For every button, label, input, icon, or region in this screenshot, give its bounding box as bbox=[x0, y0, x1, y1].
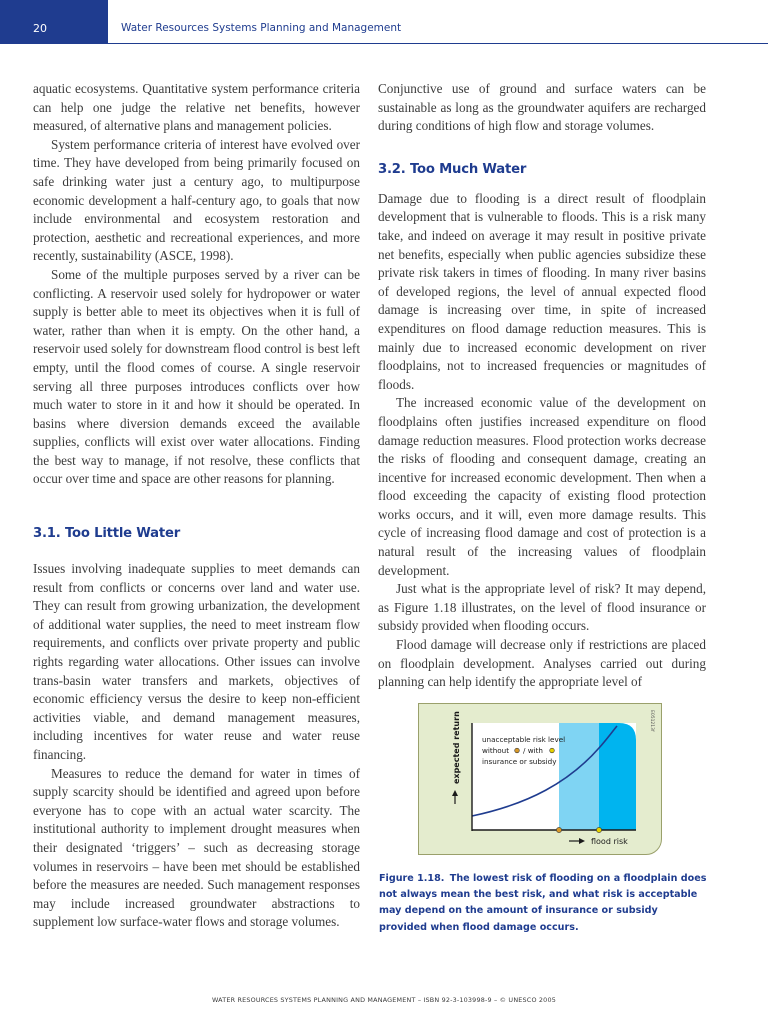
paragraph: Damage due to flooding is a direct result of floodplain development that is vulnerable to floods. This is a risk many take, and indeed on average it may result in positive private net benefits, especially when public agencies subsidize these private risk takers in times of flooding. In many river basins of developed regions, the level of annual expected flood damage is increasing over time, in spite of increased expenditures on flood damage reduction measures. This is mainly due to increased economic development on river floodplains, not to increased frequencies or magnitudes of floods. bbox=[378, 190, 706, 392]
page-number: 20 bbox=[33, 22, 47, 35]
paragraph: Conjunctive use of ground and surface waters can be sustainable as long as the groundwater aquifers are recharged during conditions of high flow and storage volumes. bbox=[378, 81, 706, 134]
legend-without: without bbox=[482, 746, 510, 755]
y-axis-label: expected return bbox=[452, 711, 461, 784]
figure-1-18 bbox=[418, 703, 662, 855]
paragraph: aquatic ecosystems. Quantitative system performance criteria can help one judge the relative net benefits, however measured, of alternative plans and management policies. bbox=[33, 81, 360, 134]
legend-line-3: insurance or subsidy bbox=[482, 757, 557, 766]
paragraph: Flood damage will decrease only if restrictions are placed on floodplain development. Analyses carried out during planning can help identify the appropriate level of bbox=[378, 637, 706, 690]
x-axis-label: flood risk bbox=[591, 837, 628, 846]
marker-with-insurance bbox=[596, 827, 601, 832]
figure-caption bbox=[379, 871, 709, 936]
figure-diagram bbox=[419, 704, 663, 856]
paragraph: Measures to reduce the demand for water in times of supply scarcity should be identified and agreed upon before everyone has to cope with an actual water scarcity. The institutional authority to implement drought measures when their designated ‘triggers’ – such as decreasing storage volumes in reservoirs – have been met should be established before the measures are needed. Such management responses may include increased groundwater abstractions to supplement low surface-water flows and storage volumes. bbox=[33, 765, 360, 930]
page-number-box bbox=[0, 0, 108, 44]
marker-without-insurance bbox=[556, 827, 561, 832]
paragraph: The increased economic value of the development on floodplains often justifies increased expenditure on flood damage reduction measures. Flood protection works decrease the risks of flooding and consequent damage, creating an incentive for increased economic development. Then when a flood exceeding the capacity of existing flood protection works occurs, and it will, even more damage results. This cycle of increasing flood damage and cost of protection is a natural result of the increasing values of floodplain development. bbox=[378, 395, 706, 578]
risk-band-with-insurance bbox=[599, 723, 636, 830]
paragraph: Issues involving inadequate supplies to meet demands can result from conflicts or concerns over land and water use. They can result from growing urbanization, the development of additional water supplies, the need to meet instream flow requirements, and conflicts over private property and public rights regarding water allocations. Other issues can involve trans-basin water transfers and markets, objectives of economic efficiency versus the desire to keep non-efficient activities viable, and demand management measures, including incentives for water reuse and water reuse financing. bbox=[33, 561, 360, 762]
running-header-title: Water Resources Systems Planning and Management bbox=[121, 22, 402, 34]
paragraph: System performance criteria of interest have evolved over time. They have developed from being primarily focused on safe drinking water just a century ago, to multipurpose economic development a half-century ago, to goals that now include environmental and ecosystem restoration and protection, aesthetic and recreational experiences, and more recently, sustainability (ASCE, 1998). bbox=[33, 136, 360, 264]
figure-caption-text: The lowest risk of flooding on a floodplain does not always mean the best risk, and what risk is acceptable may depend on the amount of insurance or subsidy provided when flood damage occurs. bbox=[379, 873, 707, 933]
legend-with: / with bbox=[523, 746, 543, 755]
x-axis-arrow-head bbox=[579, 838, 585, 844]
page-footer: WATER RESOURCES SYSTEMS PLANNING AND MANAGEMENT – ISBN 92-3-103998-9 – © UNESCO 2005 bbox=[212, 996, 556, 1004]
legend-marker-with bbox=[550, 748, 555, 753]
paragraph: Just what is the appropriate level of risk? It may depend, as Figure 1.18 illustrates, on the level of flood insurance or subsidy provided when flooding occurs. bbox=[378, 581, 706, 634]
right-column bbox=[378, 80, 706, 692]
section-heading-too-little-water: 3.1. Too Little Water bbox=[33, 526, 181, 542]
header-rule bbox=[108, 43, 768, 44]
left-column bbox=[33, 80, 360, 932]
legend-marker-without bbox=[515, 748, 520, 753]
figure-code: E051213f bbox=[649, 710, 654, 732]
y-axis-arrow-head bbox=[452, 790, 458, 796]
figure-caption-label: Figure 1.18. bbox=[379, 873, 445, 884]
legend-line-1: unacceptable risk level bbox=[482, 735, 566, 744]
paragraph: Some of the multiple purposes served by a river can be conflicting. A reservoir used solely for hydropower or water supply is better able to meet its objectives when it is full of water, rather than when it is empty. On the other hand, a reservoir used solely for downstream flood control is best left empty, until the flood comes of course. A single reservoir serving all three purposes introduces conflicts over how much water to store in it and how it should be operated. In basins where diversion demands exceed the available supplies, conflicts will exist over water allocations. Finding the best way to manage, if not resolve, these conflicts that occur over time and space are other reasons for planning. bbox=[33, 266, 360, 487]
section-heading-too-much-water: 3.2. Too Much Water bbox=[378, 161, 527, 177]
